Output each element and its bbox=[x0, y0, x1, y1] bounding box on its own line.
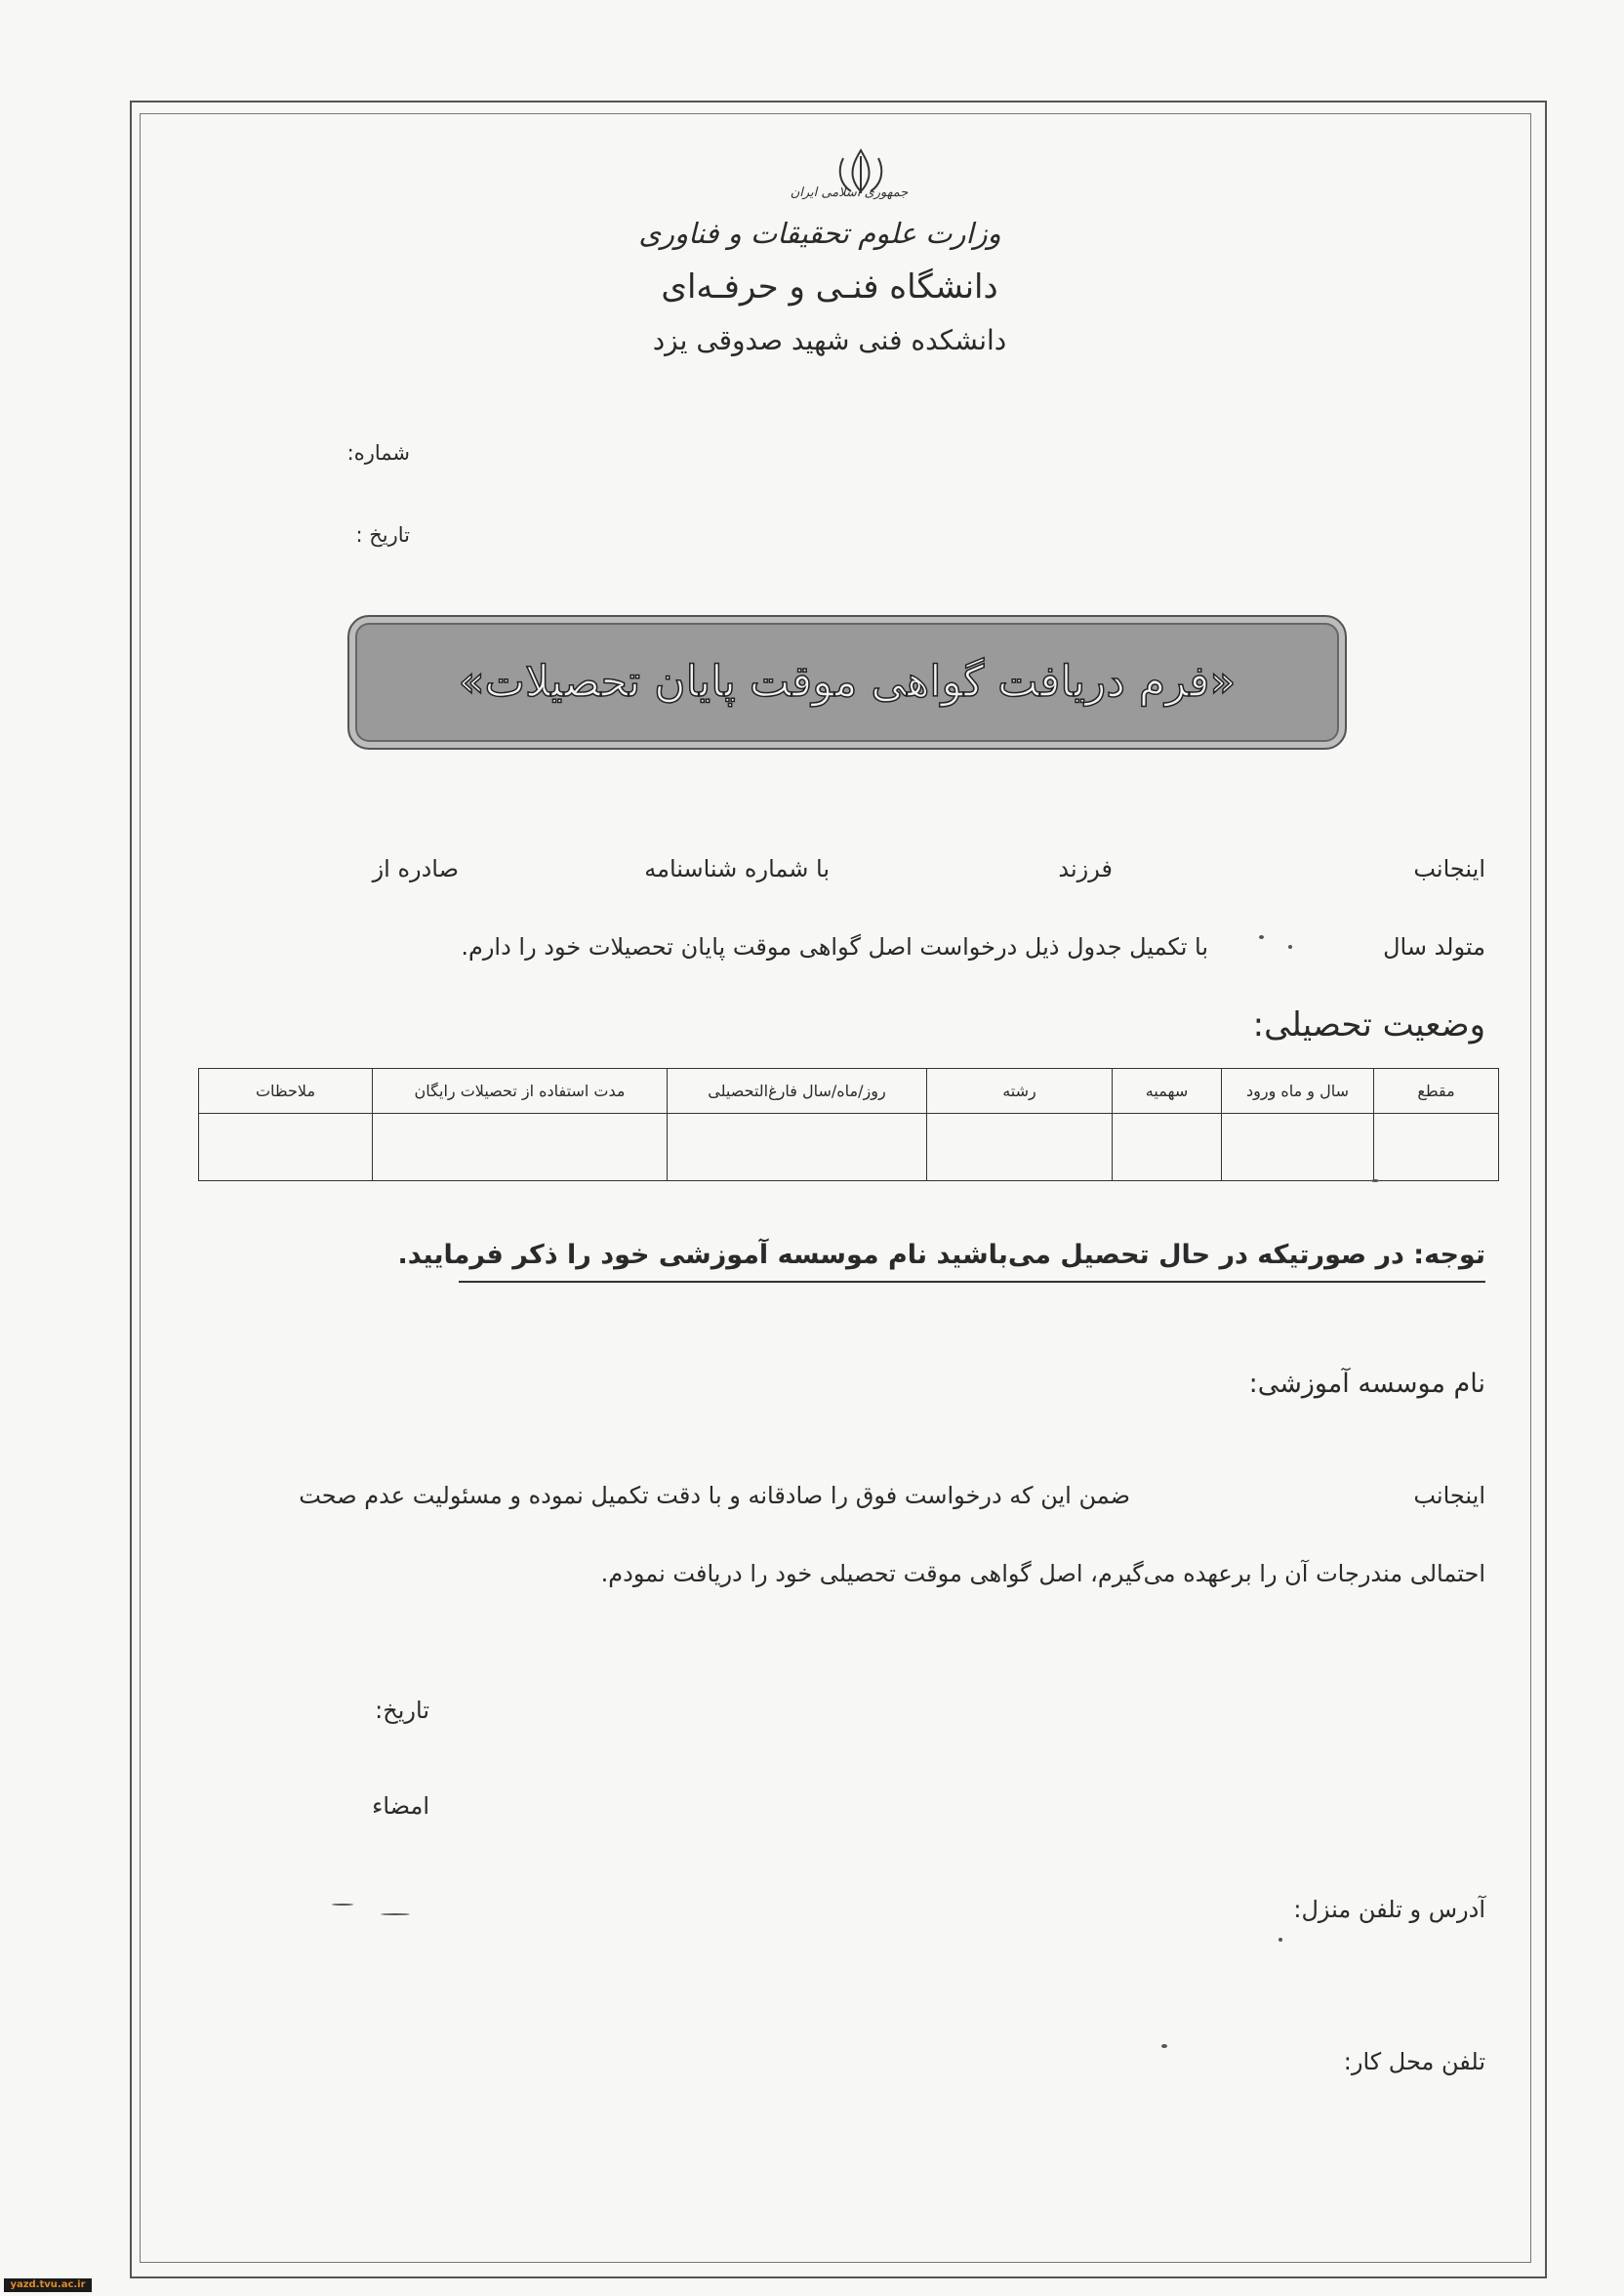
applicant-label: اینجانب bbox=[1413, 855, 1485, 882]
birth-year-label: متولد سال bbox=[1383, 933, 1485, 961]
institution-label: نام موسسه آموزشی: bbox=[1248, 1369, 1485, 1399]
ministry-heading: وزارت علوم تحقیقات و فناوری bbox=[638, 217, 1001, 250]
child-of-label: فرزند bbox=[1058, 855, 1113, 882]
scan-speck bbox=[1371, 1179, 1379, 1182]
request-text: با تکمیل جدول ذیل درخواست اصل گواهی موقت پایان تحصیلات خود را دارم. bbox=[461, 933, 1208, 961]
table-cell[interactable] bbox=[199, 1114, 373, 1181]
home-address-phone-label: آدرس و تلفن منزل: bbox=[1293, 1896, 1485, 1923]
declaration-line-2: احتمالی مندرجات آن را برعهده می‌گیرم، اصل گواهی موقت تحصیلی خود را دریافت نمودم. bbox=[600, 1560, 1485, 1587]
table-cell[interactable] bbox=[373, 1114, 668, 1181]
date-label: تاریخ : bbox=[355, 523, 410, 547]
column-header: مقطع bbox=[1374, 1069, 1499, 1114]
column-header: روز/ماه/سال فارغ‌التحصیلی bbox=[668, 1069, 927, 1114]
education-status-table bbox=[198, 1068, 1499, 1181]
id-number-label: با شماره شناسنامه bbox=[644, 855, 830, 882]
table-cell[interactable] bbox=[927, 1114, 1113, 1181]
scan-speck bbox=[332, 1904, 353, 1906]
column-header: مدت استفاده از تحصیلات رایگان bbox=[373, 1069, 668, 1114]
emblem-caption: جمهوری اسلامی ایران bbox=[790, 185, 909, 200]
notice-underline bbox=[459, 1281, 1485, 1283]
table-cell[interactable] bbox=[1374, 1114, 1499, 1181]
education-status-heading: وضعیت تحصیلی: bbox=[1252, 1005, 1485, 1045]
column-header: سهمیه bbox=[1113, 1069, 1222, 1114]
footer-watermark: yazd.tvu.ac.ir bbox=[4, 2278, 92, 2292]
scan-speck bbox=[1279, 1938, 1282, 1942]
table-cell[interactable] bbox=[1222, 1114, 1374, 1181]
signature-label: امضاء bbox=[372, 1792, 429, 1820]
form-title-banner bbox=[347, 615, 1347, 750]
university-heading: دانشگاه فنـی و حرفـه‌ای bbox=[661, 267, 998, 307]
scan-speck bbox=[381, 1913, 410, 1915]
form-title: «فرم دریافت گواهی موقت پایان تحصیلات» bbox=[458, 657, 1237, 707]
column-header: سال و ماه ورود bbox=[1222, 1069, 1374, 1114]
work-phone-label: تلفن محل کار: bbox=[1343, 2048, 1485, 2075]
issued-from-label: صادره از bbox=[372, 855, 459, 882]
scan-speck bbox=[1259, 935, 1264, 939]
signoff-date-label: تاریخ: bbox=[375, 1697, 429, 1724]
scan-speck bbox=[1288, 945, 1292, 949]
college-heading: دانشکده فنی شهید صدوقی یزد bbox=[652, 324, 1007, 356]
scan-speck bbox=[1161, 2044, 1167, 2048]
table-cell[interactable] bbox=[1113, 1114, 1222, 1181]
declaration-line-1: ضمن این که درخواست فوق را صادقانه و با دقت تکمیل نموده و مسئولیت عدم صحت bbox=[299, 1482, 1130, 1509]
column-header: رشته bbox=[927, 1069, 1113, 1114]
page-border-inner bbox=[140, 113, 1531, 2263]
column-header: ملاحظات bbox=[199, 1069, 373, 1114]
number-label: شماره: bbox=[346, 441, 410, 465]
notice-text: توجه: در صورتیکه در حال تحصیل می‌باشید نام موسسه آموزشی خود را ذکر فرمایید. bbox=[397, 1240, 1485, 1270]
table-cell[interactable] bbox=[668, 1114, 927, 1181]
declaration-applicant-label: اینجانب bbox=[1413, 1482, 1485, 1509]
